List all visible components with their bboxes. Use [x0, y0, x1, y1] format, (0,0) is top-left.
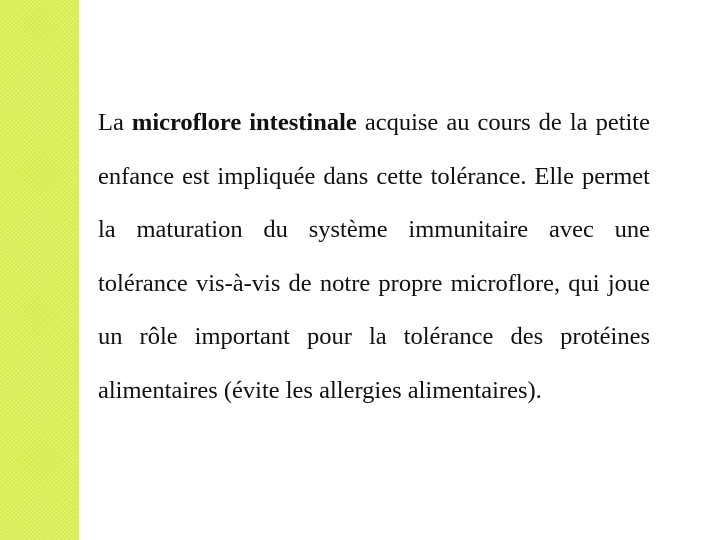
paragraph-intro: La: [98, 109, 132, 136]
decorative-side-band: [0, 0, 79, 540]
body-paragraph: [98, 96, 650, 417]
paragraph-rest: acquise au cours de la petite enfance est impliquée dans cette tolérance. Elle permet la maturation du système immunitaire avec une tolérance vis-à-vis de notre propre microflore, qui joue un rôle important pour la tolérance des protéines alimentaires (évite les allergies alimentaires).: [98, 109, 650, 404]
paragraph-emphasis: microflore intestinale: [131, 109, 357, 136]
